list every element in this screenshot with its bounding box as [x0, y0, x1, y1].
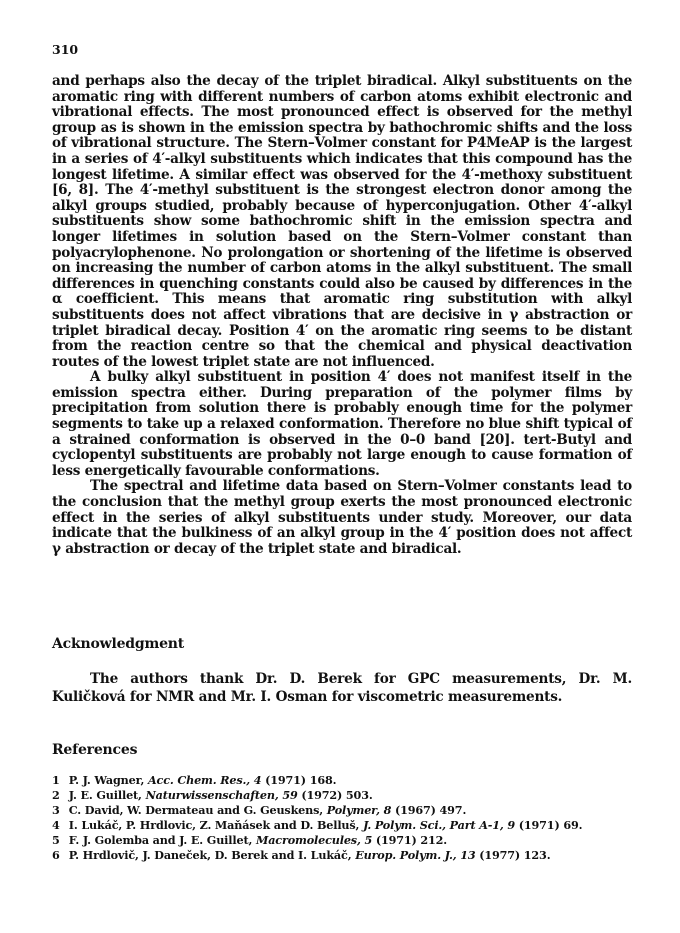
reference-details: (1971) 168. — [265, 773, 337, 787]
body-paragraph: The spectral and lifetime data based on Stern–Volmer constants lead to the conclusion that the methyl group exerts the most pronounced electronic effect in the series of alkyl substituents under study. Moreover, our data indicate that the bulkiness of an alkyl group in the 4′ position does not affect γ abstraction or decay of the triplet state and biradical. — [52, 478, 632, 557]
reference-number: 6 — [52, 848, 60, 862]
reference-number: 2 — [52, 788, 60, 802]
reference-number: 5 — [52, 833, 60, 847]
reference-journal: Polymer, 8 — [326, 803, 392, 817]
reference-details: (1971) 69. — [518, 818, 583, 832]
reference-number: 1 — [52, 773, 60, 787]
reference-item — [52, 803, 642, 818]
reference-journal: Acc. Chem. Res., 4 — [148, 773, 262, 787]
reference-journal: Macromolecules, 5 — [255, 833, 373, 847]
reference-authors: F. J. Golemba and J. E. Guillet, — [68, 833, 253, 847]
body-paragraph: A bulky alkyl substituent in position 4′ does not manifest itself in the emission spectra either. During preparation of the polymer films by precipitation from solution there is probably enough time for the polymer segments to take up a relaxed conformation. Therefore no blue shift typical of a strained conformation is observed in the 0–0 band [20]. tert-Butyl and cyclopentyl substituents are probably not large enough to cause formation of less energetically favourable conformations. — [52, 369, 632, 479]
reference-details: (1971) 212. — [375, 833, 448, 847]
reference-details: (1977) 123. — [479, 848, 551, 862]
reference-journal: Europ. Polym. J., 13 — [355, 848, 476, 862]
references-heading: References — [52, 742, 138, 758]
reference-item — [52, 833, 642, 848]
reference-item — [52, 848, 642, 863]
reference-list — [52, 773, 642, 863]
reference-journal: J. Polym. Sci., Part A-1, 9 — [363, 818, 516, 832]
acknowledgment-heading: Acknowledgment — [52, 636, 185, 652]
reference-number: 3 — [52, 803, 60, 817]
reference-item — [52, 788, 642, 803]
reference-details: (1972) 503. — [301, 788, 373, 802]
body-paragraph: and perhaps also the decay of the triplet biradical. Alkyl substituents on the aromatic ring with different numbers of carbon atoms exhibit electronic and vibrational effects. The most pronounced effect is observed for the methyl group as is shown in the emission spectra by bathochromic shifts and the loss of vibrational structure. The Stern–Volmer constant for P4MeAP is the largest in a series of 4′-alkyl substituents which indicates that this compound has the longest lifetime. A similar effect was observed for the 4′-methoxy substituent [6, 8]. The 4′-methyl substituent is the strongest electron donor among the alkyl groups studied, probably because of hyperconjugation. Other 4′-alkyl substituents show some bathochromic shift in the emission spectra and longer lifetimes in solution based on the Stern–Volmer constant than polyacrylophenone. No prolongation or shortening of the lifetime is observed on increasing the number of carbon atoms in the alkyl substituent. The small differences in quenching constants could also be caused by differences in the α coefficient. This means that aromatic ring substitution with alkyl substituents does not affect vibrations that are decisive in γ abstraction or triplet biradical decay. Position 4′ on the aromatic ring seems to be distant from the reaction centre so that the chemical and physical deactivation routes of the lowest triplet state are not influenced. — [52, 73, 632, 370]
reference-journal: Naturwissenschaften, 59 — [145, 788, 298, 802]
reference-item — [52, 818, 642, 833]
reference-details: (1967) 497. — [394, 803, 467, 817]
reference-authors: C. David, W. Dermateau and G. Geuskens, — [68, 803, 324, 817]
reference-authors: P. Hrdlovič, J. Daneček, D. Berek and I. Lukáč, — [68, 848, 352, 862]
page-number: 310 — [52, 42, 79, 57]
reference-authors: J. E. Guillet, — [68, 788, 142, 802]
reference-item — [52, 773, 642, 788]
article-body — [52, 74, 632, 557]
reference-number: 4 — [52, 818, 60, 832]
acknowledgment-text: The authors thank Dr. D. Berek for GPC measurements, Dr. M. Kuličková for NMR and Mr. I. Osman for viscometric measurements. — [52, 671, 632, 705]
reference-authors: P. J. Wagner, — [68, 773, 145, 787]
reference-authors: I. Lukáč, P. Hrdlovic, Z. Maňásek and D. Belluš, — [68, 818, 360, 832]
